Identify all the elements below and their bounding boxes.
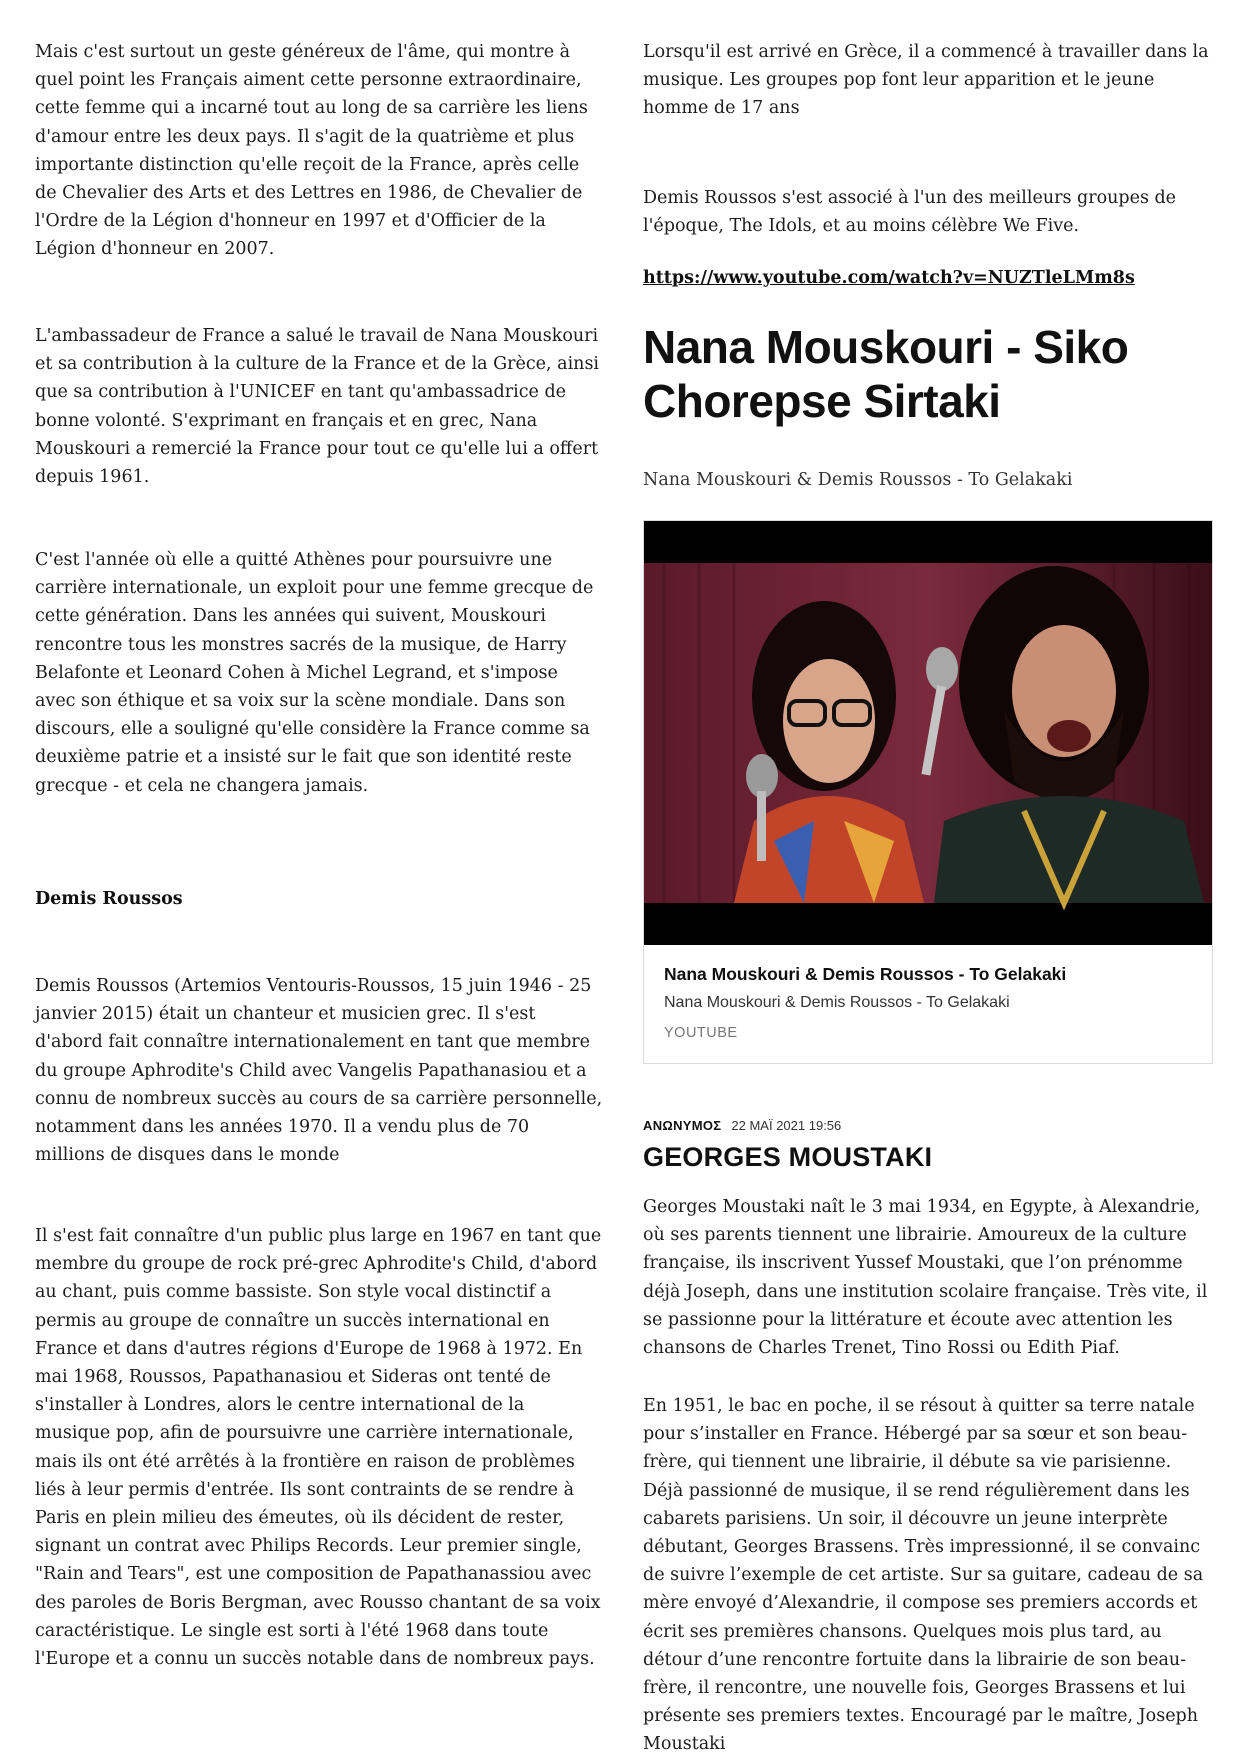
youtube-link[interactable]: https://www.youtube.com/watch?v=NUZTleLMm8s [643,268,1135,288]
paragraph-moustaki-birth: Georges Moustaki naît le 3 mai 1934, en Egypte, à Alexandrie, où ses parents tiennent une librairie. Amoureux de la culture française, ils inscrivent Yussef Moustaki, que l’on prénomme déjà Joseph, dans une institution scolaire française. Très vite, il se passionne pour la littérature et écoute avec attention les chansons de Charles Trenet, Tino Rossi ou Edith Piaf. [643,1197,1208,1359]
paragraph-distinction: Mais c'est surtout un geste généreux de l'âme, qui montre à quel point les Français aiment cette personne extraordinaire, cette femme qui a incarné tout au long de sa carrière les liens d'amour entre les deux pays. Il s'agit de la quatrième et plus importante distinction qu'elle reçoit de la France, après celle de Chevalier des Arts et des Lettres en 1986, de Chevalier de l'Ordre de la Légion d'honneur en 1997 et d'Officier de la Légion d'honneur en 2007. [35,42,588,260]
post-date: 22 ΜΑΪ 2021 19:56 [731,1118,842,1133]
paragraph-career: C'est l'année où elle a quitté Athènes pour poursuivre une carrière internationale, un exploit pour une femme grecque de cette génération. Dans les années qui suivent, Mouskouri rencontre tous les monstres sacrés de la musique, de Harry Belafonte et Leonard Cohen à Michel Legrand, et s'impose avec son éthique et sa voix sur la scène mondiale. Dans son discours, elle a souligné qu'elle considère la France comme sa deuxième patrie et a insisté sur le fait que son identité reste grecque - et cela ne changera jamais. [35,550,594,796]
card-title[interactable]: Nana Mouskouri & Demis Roussos - To Gelakaki [664,964,1067,984]
paragraph-aphrodites-child: Il s'est fait connaître d'un public plus large en 1967 en tant que membre du groupe de rock pré-grec Aphrodite's Child, d'abord au chant, puis comme bassiste. Son style vocal distinctif a permis au groupe de connaître un succès international en France et dans d'autres régions d'Europe de 1968 à 1972. En mai 1968, Roussos, Papathanasiou et Sideras ont tenté de s'installer à Londres, alors le centre international de la musique pop, afin de poursuivre une carrière internationale, mais ils ont été arrêtés à la frontière en raison de problèmes liés à leur permis d'entrée. Ils sont contraints de se rendre à Paris en plein milieu des émeutes, où ils décident de rester, signant un contrat avec Philips Records. Leur premier single, "Rain and Tears", est une composition de Papathanassiou avec des paroles de Boris Bergman, avec Rousso chantant de sa voix caractéristique. Le single est sorti à l'été 1968 dans toute l'Europe et a connu un succès notable dans de nombreux pays. [35,1226,602,1670]
video-thumbnail[interactable] [644,521,1212,945]
paragraph-moustaki-paris: En 1951, le bac en poche, il se résout à quitter sa terre natale pour s’installer en France. Hébergé par sa sœur et son beau-frère, qui tiennent une librairie, il débute sa vie parisienne. Déjà passionné de musique, il se rend régulièrement dans les cabarets parisiens. Un soir, il découvre un jeune interprète débutant, Georges Brassens. Très impressionné, il se convainc de suivre l’exemple de cet artiste. Sur sa guitare, cadeau de sa mère envoyé d’Alexandrie, il compose ses premiers accords et écrit ses premières chansons. Quelques mois plus tard, au détour d’une rencontre fortuite dans la librairie de son beau-frère, il rencontre, une nouvelle fois, Georges Brassens et lui présente ses premiers textes. Encouragé par le maître, Joseph Moustaki [643,1396,1204,1755]
post-meta [643,1118,841,1133]
card-description: Nana Mouskouri & Demis Roussos - To Gelakaki [664,994,1010,1011]
post-author[interactable]: ΑΝΩΝΥΜΟΣ [643,1118,722,1133]
paragraph-greece-arrival: Lorsqu'il est arrivé en Grèce, il a commencé à travailler dans la musique. Les groupes pop font leur apparition et le jeune homme de 17 ans [643,42,1209,119]
paragraph-roussos-bio: Demis Roussos (Artemios Ventouris-Roussos, 15 juin 1946 - 25 janvier 2015) était un chanteur et musicien grec. Il s'est d'abord fait connaître internationalement en tant que membre du groupe Aphrodite's Child avec Vangelis Papathanasiou et a connu de nombreux succès au cours de sa carrière personnelle, notamment dans les années 1970. Il a vendu plus de 70 millions de disques dans le monde [35,976,603,1166]
video-title: Nana Mouskouri - Siko Chorepse Sirtaki [643,321,1129,427]
heading-demis-roussos: Demis Roussos [35,889,183,909]
post-title[interactable]: GEORGES MOUSTAKI [643,1142,933,1172]
youtube-embed-card[interactable] [643,520,1213,1064]
card-source: YOUTUBE [664,1025,738,1041]
paragraph-the-idols: Demis Roussos s'est associé à l'un des meilleurs groupes de l'époque, The Idols, et au moins célèbre We Five. [643,188,1177,237]
video-thumbnail-image [644,521,1212,945]
video-subtitle: Nana Mouskouri & Demis Roussos - To Gelakaki [643,470,1073,490]
paragraph-ambassador: L'ambassadeur de France a salué le travail de Nana Mouskouri et sa contribution à la culture de la France et de la Grèce, ainsi que sa contribution à l'UNICEF en tant qu'ambassadrice de bonne volonté. S'exprimant en français et en grec, Nana Mouskouri a remercié la France pour tout ce qu'elle lui a offert depuis 1961. [35,326,600,488]
